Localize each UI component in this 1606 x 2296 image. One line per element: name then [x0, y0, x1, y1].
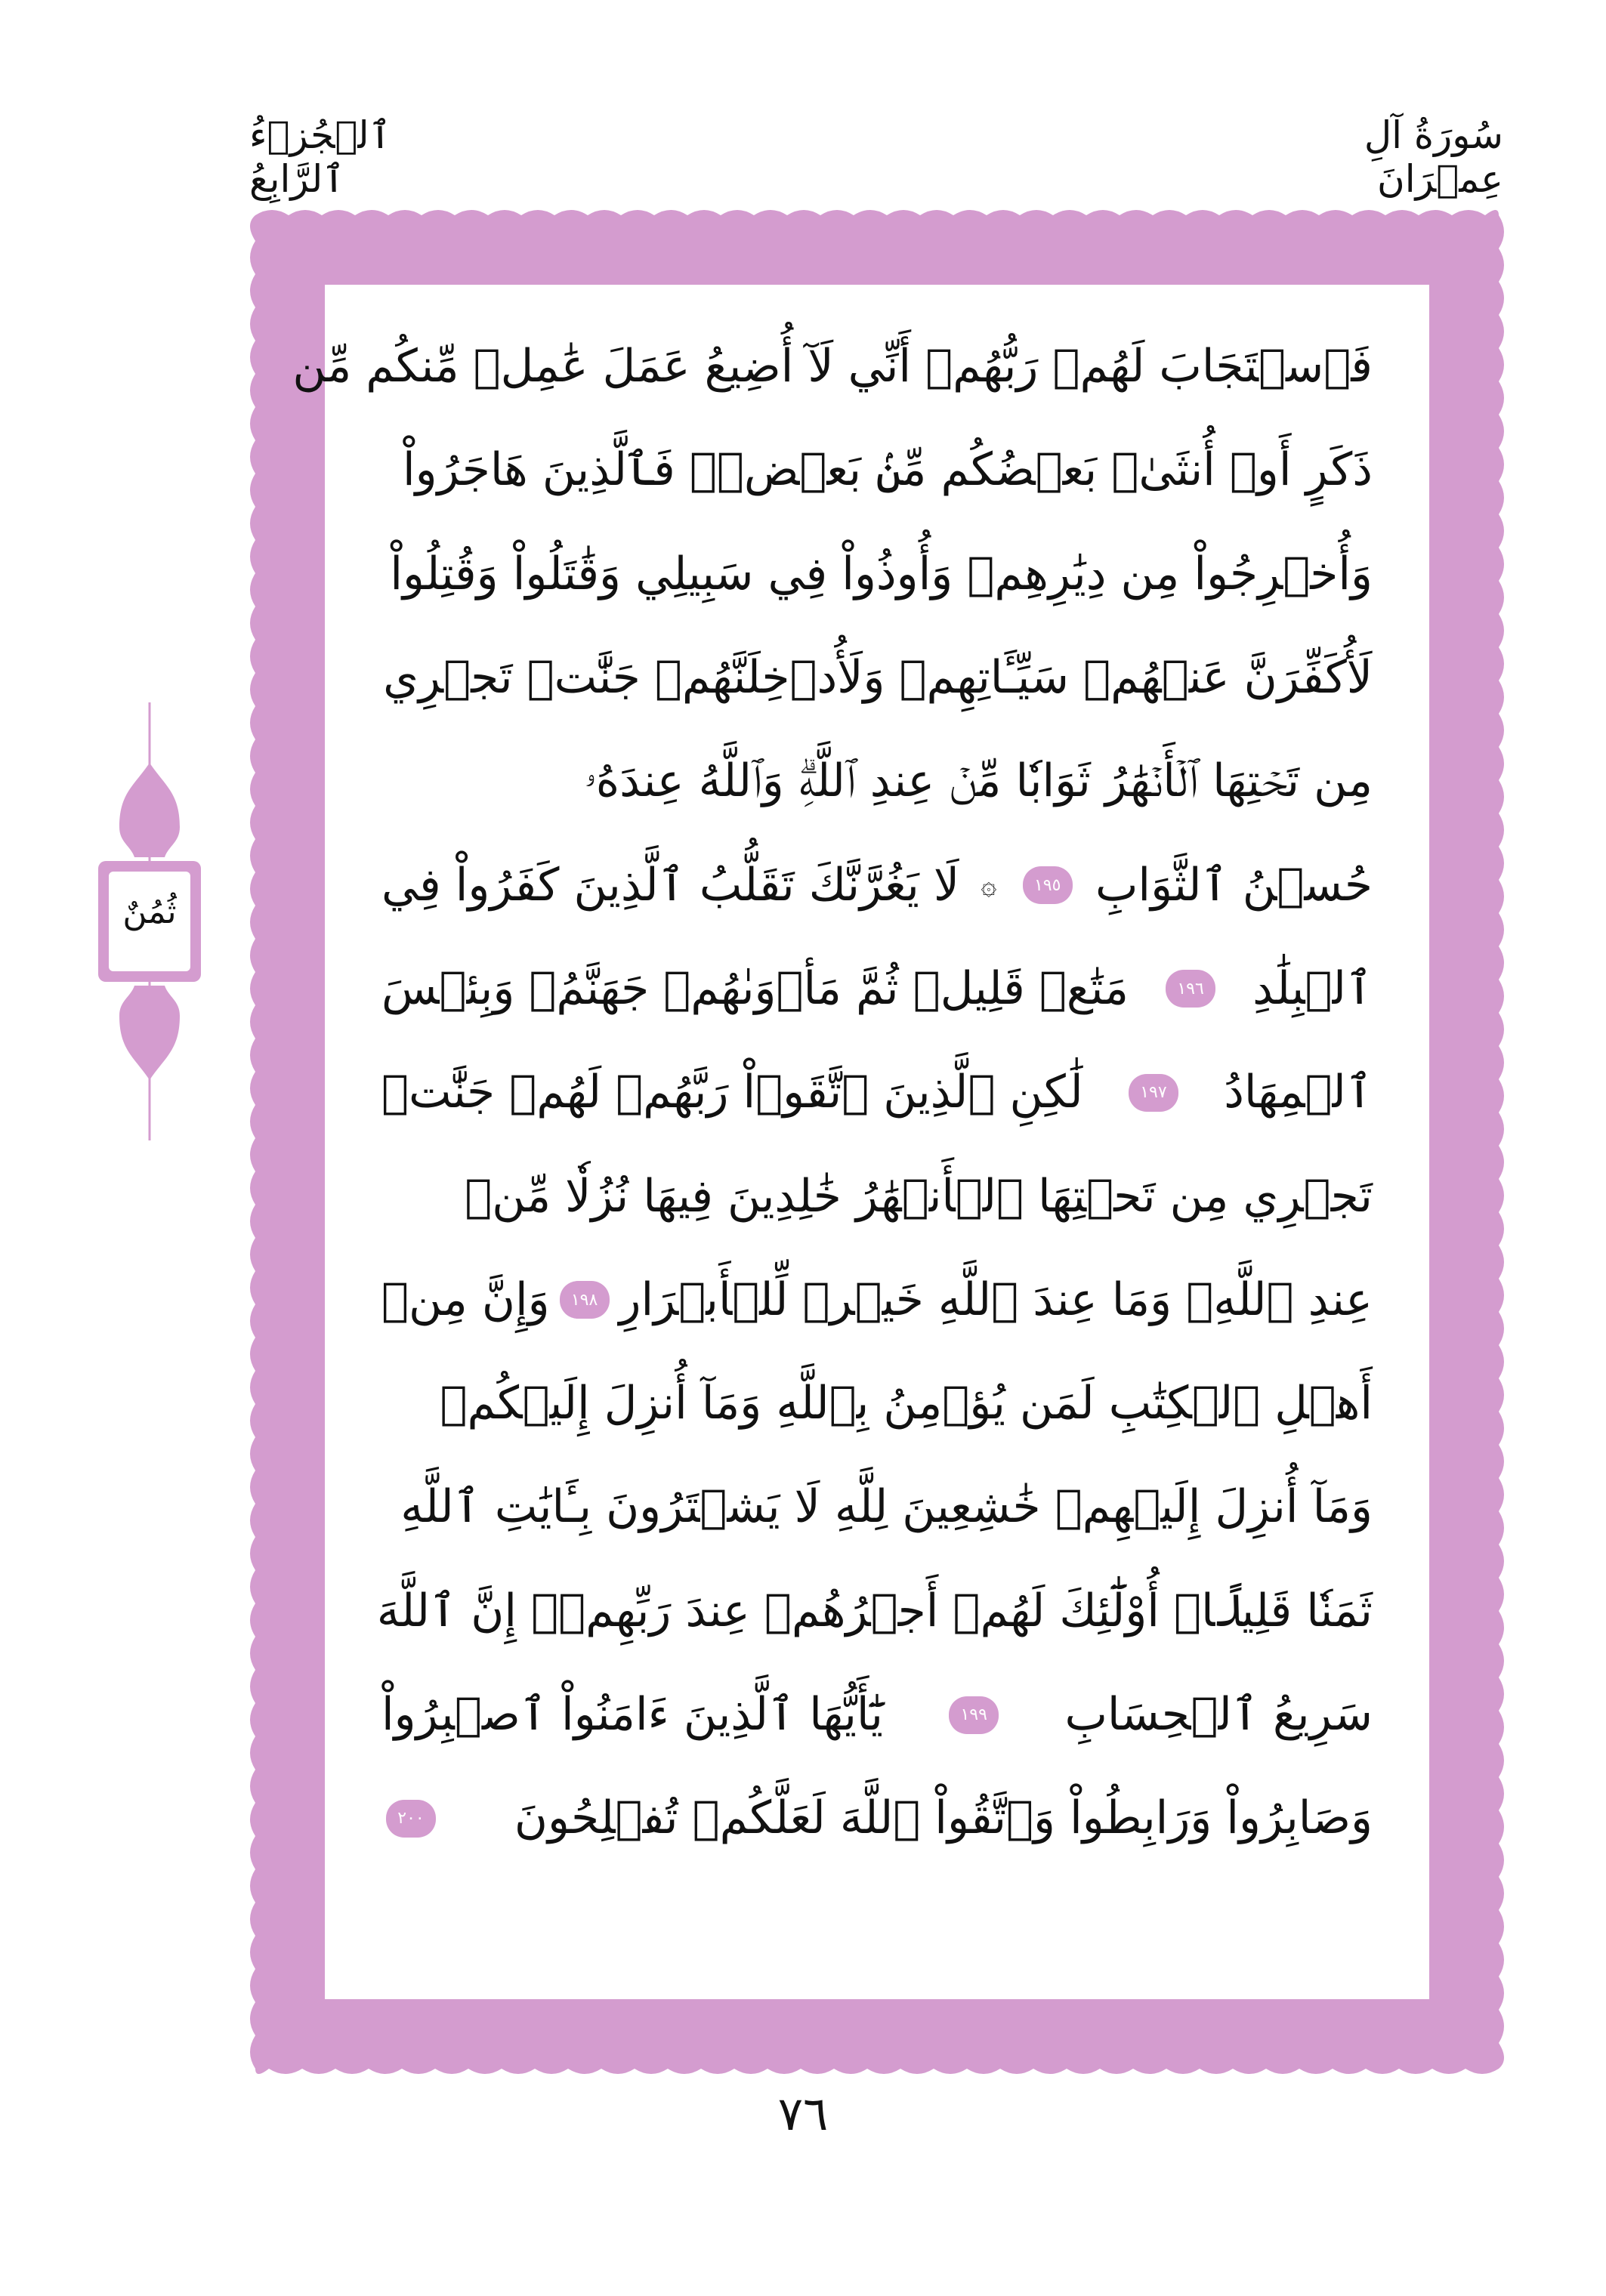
thumun-label: ثُمُنٌ — [122, 893, 177, 931]
rub-el-hizb-icon: ۞ — [981, 869, 997, 901]
verse-text: يَٰٓأَيُّهَا ٱلَّذِينَ ءَامَنُواْ ٱصۡبِرُواْ — [381, 1688, 883, 1741]
ayah-number-marker: ١٩٨ — [560, 1281, 610, 1319]
verse-line — [381, 523, 1373, 626]
verse-text: عِندِ ٱللَّهِۗ وَمَا عِندَ ٱللَّهِ خَيۡرٞ لِّلۡأَبۡرَارِ — [619, 1273, 1373, 1326]
verse-text: ثَمَنٗا قَلِيلًاۗ أُوْلَٰٓئِكَ لَهُمۡ أَجۡرُهُمۡ عِندَ رَبِّهِمۡۗ إِنَّ ٱللَّهَ — [376, 1584, 1373, 1637]
verse-line — [381, 418, 1373, 522]
verse-line — [381, 1455, 1373, 1559]
verse-text: لَٰكِنِ ٱلَّذِينَ ٱتَّقَوۡاْ رَبَّهُمۡ لَهُمۡ جَنَّٰتٞ — [381, 1066, 1083, 1119]
verse-line — [381, 626, 1373, 730]
verse-text: ٱلۡبِلَٰدِ — [1252, 961, 1373, 1015]
juz-name: ٱلۡجُزۡءُ ٱلرَّابِعُ — [249, 113, 391, 201]
verse-text: مَتَٰعٞ قَلِيلٞ ثُمَّ مَأۡوَىٰهُمۡ جَهَنَّمُۖ وَبِئۡسَ — [381, 961, 1129, 1015]
verse-text: تَجۡرِي مِن تَحۡتِهَا ٱلۡأَنۡهَٰرُ خَٰلِدِينَ فِيهَا نُزُلٗا مِّنۡ — [465, 1169, 1373, 1223]
verse-text: أَهۡلِ ٱلۡكِتَٰبِ لَمَن يُؤۡمِنُ بِٱللَّهِ وَمَآ أُنزِلَ إِلَيۡكُمۡ — [440, 1377, 1373, 1430]
verse-lines — [292, 315, 1373, 1870]
verse-text: سَرِيعُ ٱلۡحِسَابِ — [1064, 1688, 1373, 1741]
surah-name: سُورَةُ آلِ عِمۡرَانَ — [1364, 113, 1503, 201]
verse-line — [292, 315, 1373, 418]
verse-text: لَا يَغُرَّنَّكَ تَقَلُّبُ ٱلَّذِينَ كَفَرُواْ فِي — [381, 858, 960, 912]
verse-text: فَٱسۡتَجَابَ لَهُمۡ رَبُّهُمۡ أَنِّي لَآ أُضِيعُ عَمَلَ عَٰمِلٖ مِّنكُم مِّن — [292, 340, 1373, 393]
verse-line — [376, 1560, 1373, 1663]
ayah-number-marker: ١٩٩ — [949, 1696, 999, 1734]
page-number: ٧٦ — [777, 2086, 829, 2141]
verse-text: حُسۡنُ ٱلثَّوَابِ — [1095, 858, 1373, 912]
verse-text: مِن تَحۡتِهَا ٱلۡأَنۡهَٰرُ ثَوَابٗا مِّنۡ عِندِ ٱللَّهِۗ وَٱللَّهُ عِندَهُۥ — [584, 755, 1373, 808]
verse-line — [381, 1663, 1373, 1767]
ayah-number-marker: ١٩٦ — [1166, 970, 1215, 1008]
ayah-number-marker: ١٩٧ — [1129, 1074, 1178, 1112]
verse-line — [381, 1248, 1373, 1352]
ayah-number-marker: ٢٠٠ — [386, 1800, 436, 1838]
verse-text: ٱلۡمِهَادُ — [1224, 1066, 1373, 1119]
verse-text: وَإِنَّ مِنۡ — [381, 1273, 550, 1326]
ayah-number-marker: ١٩٥ — [1023, 866, 1073, 904]
verse-text: وَأُخۡرِجُواْ مِن دِيَٰرِهِمۡ وَأُوذُواْ فِي سَبِيلِي وَقَٰتَلُواْ وَقُتِلُواْ — [390, 547, 1373, 600]
verse-line — [381, 1767, 1373, 1870]
verse-line — [381, 937, 1373, 1041]
verse-line — [381, 1352, 1373, 1455]
thumun-marker — [89, 702, 210, 1140]
verse-text: وَصَابِرُواْ وَرَابِطُواْ وَٱتَّقُواْ ٱللَّهَ لَعَلَّكُمۡ تُفۡلِحُونَ — [514, 1791, 1373, 1845]
verse-text: ذَكَرٍ أَوۡ أُنثَىٰۖ بَعۡضُكُم مِّنۢ بَعۡضٖۖ فَٱلَّذِينَ هَاجَرُواْ — [403, 443, 1373, 497]
verse-text: لَأُكَفِّرَنَّ عَنۡهُمۡ سَيِّـَٔاتِهِمۡ وَلَأُدۡخِلَنَّهُمۡ جَنَّٰتٖ تَجۡرِي — [383, 651, 1373, 705]
verse-line — [381, 1041, 1373, 1144]
verse-text: وَمَآ أُنزِلَ إِلَيۡهِمۡ خَٰشِعِينَ لِلَّهِ لَا يَشۡتَرُونَ بِـَٔايَٰتِ ٱللَّهِ — [400, 1480, 1373, 1534]
verse-line — [381, 1144, 1373, 1248]
verse-line — [381, 730, 1373, 833]
verse-line — [381, 833, 1373, 937]
text-panel — [292, 292, 1422, 1992]
